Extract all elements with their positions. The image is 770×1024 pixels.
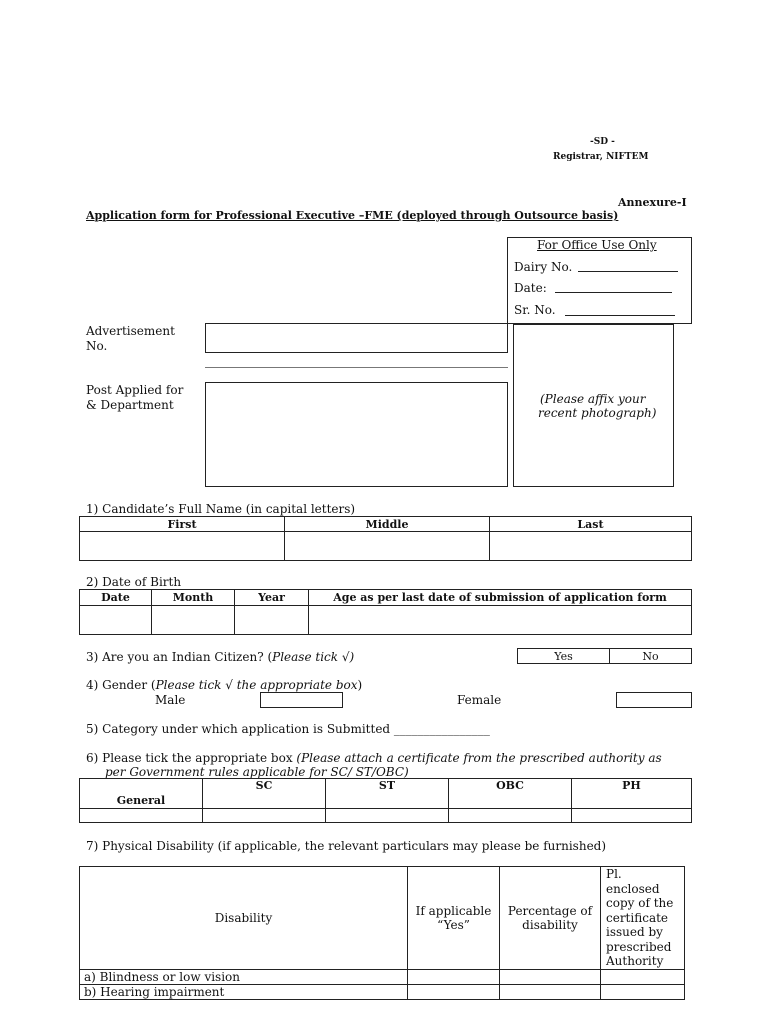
- hearing-percentage[interactable]: [500, 984, 601, 999]
- col-copy-line: prescribed: [606, 939, 672, 954]
- q2-label: 2) Date of Birth: [86, 575, 182, 589]
- q4-label-hint: Please tick √ the appropriate box: [155, 678, 358, 692]
- row-blindness: a) Blindness or low vision: [80, 969, 408, 984]
- office-date-field[interactable]: [555, 279, 672, 293]
- registrar-label: Registrar, NIFTEM: [553, 152, 649, 162]
- first-name-input[interactable]: [80, 532, 285, 561]
- annexure-label: Annexure-I: [618, 196, 687, 209]
- age-input[interactable]: [309, 606, 692, 635]
- citizen-no[interactable]: No: [610, 649, 692, 664]
- name-header-first: First: [80, 517, 285, 532]
- col-if-applicable: [408, 867, 500, 970]
- post-label-1: Post Applied for: [86, 383, 184, 397]
- male-label: Male: [155, 693, 186, 707]
- date-label: Date:: [514, 281, 547, 295]
- female-label: Female: [457, 693, 502, 707]
- sd-signature: -SD -: [590, 137, 615, 147]
- office-use-title: For Office Use Only: [537, 238, 657, 252]
- ph-tick[interactable]: [572, 809, 692, 823]
- category-ph: PH: [572, 779, 692, 809]
- dob-header-year: Year: [235, 590, 309, 606]
- category-general: General: [80, 779, 203, 809]
- blindness-copy[interactable]: [601, 969, 685, 984]
- category-obc: OBC: [449, 779, 572, 809]
- q4-label-close: ): [357, 678, 363, 692]
- col-copy-line: certificate: [606, 910, 669, 925]
- q7-label: 7) Physical Disability (if applicable, the relevant particulars may please be furnished): [86, 839, 607, 853]
- dob-year-input[interactable]: [235, 606, 309, 635]
- q6-label-text: 6) Please tick the appropriate box: [86, 751, 297, 765]
- name-table: [79, 516, 692, 561]
- q6-label-line2: per Government rules applicable for SC/ ST/OBC): [105, 765, 409, 779]
- q1-label: 1) Candidate’s Full Name (in capital letters): [86, 502, 356, 516]
- table-row: [80, 984, 685, 999]
- male-checkbox[interactable]: [260, 692, 343, 708]
- dob-date-input[interactable]: [80, 606, 152, 635]
- col-copy: [601, 867, 685, 970]
- q4-label-text: 4) Gender (: [86, 678, 156, 692]
- col-copy-line: issued by: [606, 925, 663, 939]
- table-row: [80, 969, 685, 984]
- row-hearing: b) Hearing impairment: [80, 984, 408, 999]
- name-header-middle: Middle: [285, 517, 490, 532]
- col-percentage-1: Percentage of: [507, 903, 593, 918]
- photo-text-1: (Please affix your: [540, 392, 646, 406]
- advertisement-no-input[interactable]: [205, 323, 508, 353]
- blindness-applicable[interactable]: [408, 969, 500, 984]
- female-checkbox[interactable]: [616, 692, 692, 708]
- col-disability: Disability: [80, 867, 408, 970]
- dairy-label: Dairy No.: [514, 260, 573, 274]
- col-copy-line: enclosed: [606, 881, 660, 896]
- citizen-table: [517, 648, 692, 664]
- hearing-copy[interactable]: [601, 984, 685, 999]
- photo-text-2: recent photograph): [538, 406, 657, 420]
- post-department-input[interactable]: [205, 382, 508, 487]
- st-tick[interactable]: [326, 809, 449, 823]
- last-name-input[interactable]: [490, 532, 692, 561]
- category-st: ST: [326, 779, 449, 809]
- col-if-applicable-2: “Yes”: [437, 917, 470, 932]
- sr-field[interactable]: [565, 302, 675, 316]
- advertisement-label-1: Advertisement: [86, 324, 175, 338]
- q4-label: [86, 678, 362, 692]
- dob-month-input[interactable]: [152, 606, 235, 635]
- q3-label-text: 3) Are you an Indian Citizen? (: [86, 650, 273, 664]
- sr-label: Sr. No.: [514, 303, 556, 317]
- hearing-applicable[interactable]: [408, 984, 500, 999]
- general-tick[interactable]: [80, 809, 203, 823]
- dob-table: [79, 589, 692, 635]
- q3-label: [86, 650, 354, 664]
- form-title: Application form for Professional Executive –FME (deployed through Outsource basis): [86, 209, 619, 222]
- col-percentage-2: disability: [522, 917, 578, 932]
- category-sc: SC: [203, 779, 326, 809]
- dairy-field[interactable]: [578, 258, 678, 272]
- col-percentage: [500, 867, 601, 970]
- q6-label-hint: (Please attach a certificate from the prescribed authority as: [296, 751, 662, 765]
- q3-label-hint: Please tick √): [272, 650, 355, 664]
- col-copy-line: Authority: [606, 954, 664, 968]
- obc-tick[interactable]: [449, 809, 572, 823]
- blindness-percentage[interactable]: [500, 969, 601, 984]
- sc-tick[interactable]: [203, 809, 326, 823]
- dob-header-age: Age as per last date of submission of application form: [309, 590, 692, 606]
- col-if-applicable-1: If applicable: [415, 903, 492, 918]
- col-copy-line: copy of the: [606, 896, 674, 910]
- col-copy-line: Pl.: [606, 867, 622, 881]
- dob-header-date: Date: [80, 590, 152, 606]
- name-header-last: Last: [490, 517, 692, 532]
- post-label-2: & Department: [86, 398, 174, 412]
- advertisement-label-2: No.: [86, 339, 108, 353]
- separator-line: [205, 367, 508, 368]
- middle-name-input[interactable]: [285, 532, 490, 561]
- category-table: [79, 778, 692, 823]
- q6-label-line1: [86, 751, 662, 765]
- disability-table: [79, 866, 685, 1000]
- citizen-yes[interactable]: Yes: [518, 649, 610, 664]
- q5-label: 5) Category under which application is Submitted ________________: [86, 722, 490, 736]
- dob-header-month: Month: [152, 590, 235, 606]
